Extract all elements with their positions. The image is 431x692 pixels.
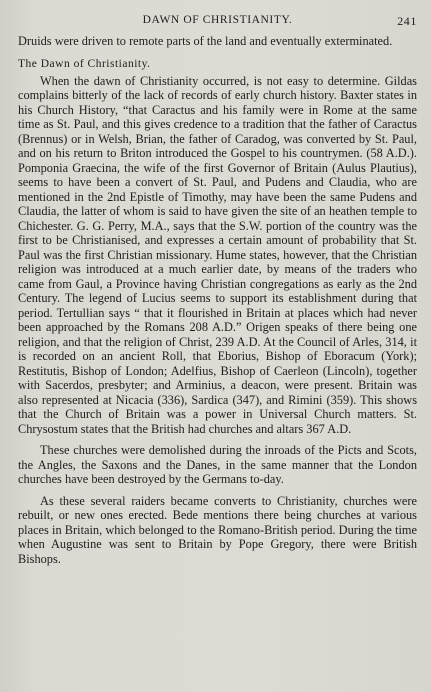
paragraph-druids: Druids were driven to remote parts of the land and eventually exterminated. <box>18 34 393 48</box>
running-head <box>18 14 417 34</box>
page-number: 241 <box>397 14 417 28</box>
section-heading: The Dawn of Christianity. <box>18 57 151 70</box>
paragraph-churches-rebuilt: As these several raiders became converts to Christianity, churches were rebuilt, or new ones erected. Bede mentions there being churches at various places in Britain, which belonged to the Romano-British period. During the time when Augustine was sent to Britain by Pope Gregory, there were British Bishops. <box>18 493 417 566</box>
paragraph-churches-demolished: These churches were demolished during the inroads of the Picts and Scots, the Angles, the Saxons and the Danes, in the same manner that the London churches have been destroyed by the Germans to-day. <box>18 443 417 486</box>
running-title: DAWN OF CHRISTIANITY. <box>142 14 293 26</box>
paragraph-dawn: When the dawn of Christianity occurred, is not easy to determine. Gildas complains bitterly of the lack of records of early church history. Baxter states in his Church History, “that Caractus and his family were in Rome at the same time as St. Paul, and this gives credence to a tradition that the father of Caractus (Brennus) or in Welsh, Brian, the father of Caradog, was converted by St. Paul, and on his return to Briton introduced the Gospel to his countrymen. (58 A.D.). Pomponia Graecina, the wife of the first Governor of Britain (Aulus Plautius), seems to have been a convert of St. Paul, and Pudens and Claudia, who are mentioned in the 2nd Epistle of Timothy, may have been the same Pudens and Claudia, the latter of whom is said to have given the site of an heathen temple to Chichester. G. G. Perry, M.A., says that the S.W. portion of the country was the first to be Christianised, and expresses a certain amount of probability that St. Paul was the first Christian missionary. Hume states, however, that the Christian religion was introduced at a much earlier date, by means of the traders who came from Gaul, a Province having Christian congregations as early as the 2nd Century. The legend of Lucius seems to support its establishment during that period. Tertullian says “ that it flourished in Britain at places which had never been approached by the Romans 208 A.D.” Origen speaks of there being one religion, and that the religion of Christ, 239 A.D. At the Council of Arles, 314, it is recorded on an ancient Roll, that Eborius, Bishop of Eboracum (York); Restitutis, Bishop of London; Adelfius, Bishop of Caerleon (Lincoln), together with Sacerdos, presbyter; and Arminius, a deacon, were present. Britain was also represented at Nicacia (336), Sardica (347), and Rimini (359). This shows that the Church of Britain was a power in Universal Church matters. St. Chrysostum states that the British had churches and altars 367 A.D. <box>18 73 417 436</box>
